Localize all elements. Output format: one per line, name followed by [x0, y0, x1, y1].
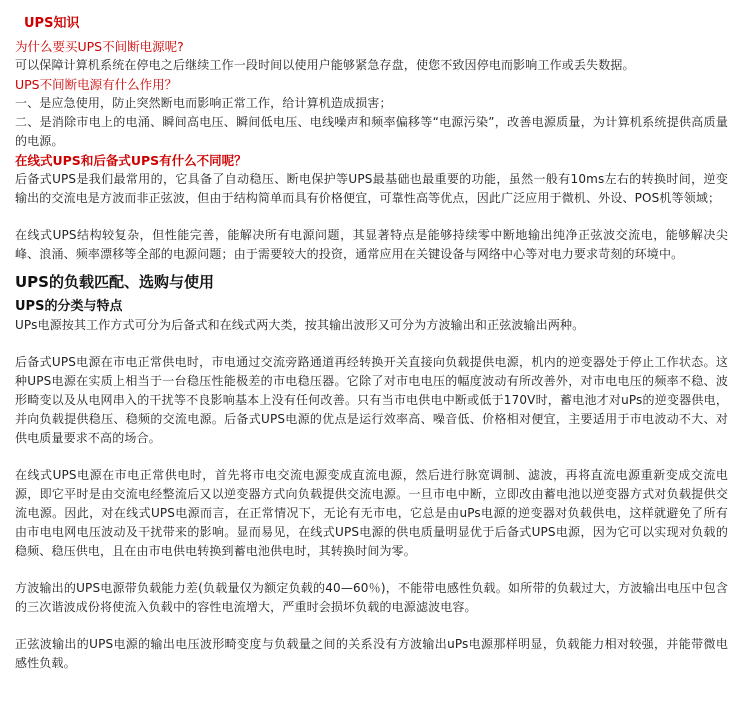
faq-question-3: 在线式UPS和后备式UPS有什么不同呢？ [15, 153, 247, 168]
faq-question-1: 为什么要买UPS不间断电源呢? [15, 39, 184, 54]
page-title: UPS知识 [24, 16, 80, 31]
section-subheading: UPS的分类与特点 [15, 299, 123, 314]
paragraph-backup-ups: 后备式UPS电源在市电正常供电时，市电通过交流旁路通道再经转换开关直接向负载提供电源，机内的逆变器处于停止工作状态。这种UPS电源在实质上相当于一台稳压性能极差的市电稳压器。它除了对市电电压的幅度波动有所改善外，对市电电压的频率不稳、波形畸变以及从电网串入的干扰等不良影响基本上没有任何改善。只有当市电供电中断或低于170V时，蓄电池才对uPs的逆变器供电，并向负载提供稳压、稳频的交流电源。后备式UPS电源的优点是运行效率高、噪音低、价格相对便宜，主要适用于市电波动不大、对供电质量要求不高的场合。 [15, 355, 728, 445]
faq-question-2: UPS不间断电源有什么作用？ [15, 77, 178, 92]
paragraph-sine-wave: 正弦波输出的UPS电源的输出电压波形畸变度与负载量之间的关系没有方波输出uPs电源那样明显，负载能力相对较强，并能带微电感性负载。 [15, 637, 728, 670]
faq-answer-1: 可以保障计算机系统在停电之后继续工作一段时间以使用户能够紧急存盘，使您不致因停电而影响工作或丢失数据。 [15, 58, 635, 72]
paragraph-intro: UPs电源按其工作方式可分为后备式和在线式两大类，按其输出波形又可分为方波输出和正弦波输出两种。 [15, 318, 585, 332]
paragraph-square-wave: 方波输出的UPS电源带负载能力差(负载量仅为额定负载的40—60％)，不能带电感性负载。如所带的负载过大，方波输出电压中包含的三次谐波成份将使流入负载中的容性电流增大，严重时会损坏负载的电源滤波电容。 [15, 581, 728, 614]
faq-answer-3-online: 在线式UPS结构较复杂，但性能完善，能解决所有电源问题，其显著特点是能够持续零中断地输出纯净正弦波交流电，能够解决尖峰、浪涌、频率漂移等全部的电源问题；由于需要较大的投资，通常应用在关键设备与网络中心等对电力要求苛刻的环境中。 [15, 228, 728, 261]
faq-answer-3-backup: 后备式UPS是我们最常用的，它具备了自动稳压、断电保护等UPS最基础也最重要的功能，虽然一般有10ms左右的转换时间，逆变输出的交流电是方波而非正弦波，但由于结构简单而具有价格便宜，可靠性高等优点，因此广泛应用于微机、外设、POS机等领域； [15, 172, 728, 205]
faq-answer-2-item-2: 二、是消除市电上的电涌、瞬间高电压、瞬间低电压、电线噪声和频率偏移等“电源污染”，改善电源质量，为计算机系统提供高质量的电源。 [15, 115, 728, 148]
paragraph-online-ups: 在线式UPS电源在市电正常供电时，首先将市电交流电源变成直流电源，然后进行脉宽调制、滤波，再将直流电源重新变成交流电源，即它平时是由交流电经整流后又以逆变器方式向负载提供交流电源。一旦市电中断，立即改由蓄电池以逆变器方式对负载提供交流电源。因此，对在线式UPS电源而言，在正常情况下，无论有无市电，它总是由uPs电源的逆变器对负载供电，这样就避免了所有由市电电网电压波动及干扰带来的影响。显而易见，在线式UPS电源的供电质量明显优于后备式UPS电源，因为它可以实现对负载的稳频、稳压供电，且在由市电供电转换到蓄电池供电时，其转换时间为零。 [15, 468, 728, 558]
section-heading: UPS的负载匹配、选购与使用 [15, 273, 214, 291]
faq-answer-2-item-1: 一、是应急使用，防止突然断电而影响正常工作，给计算机造成损害； [15, 96, 392, 110]
